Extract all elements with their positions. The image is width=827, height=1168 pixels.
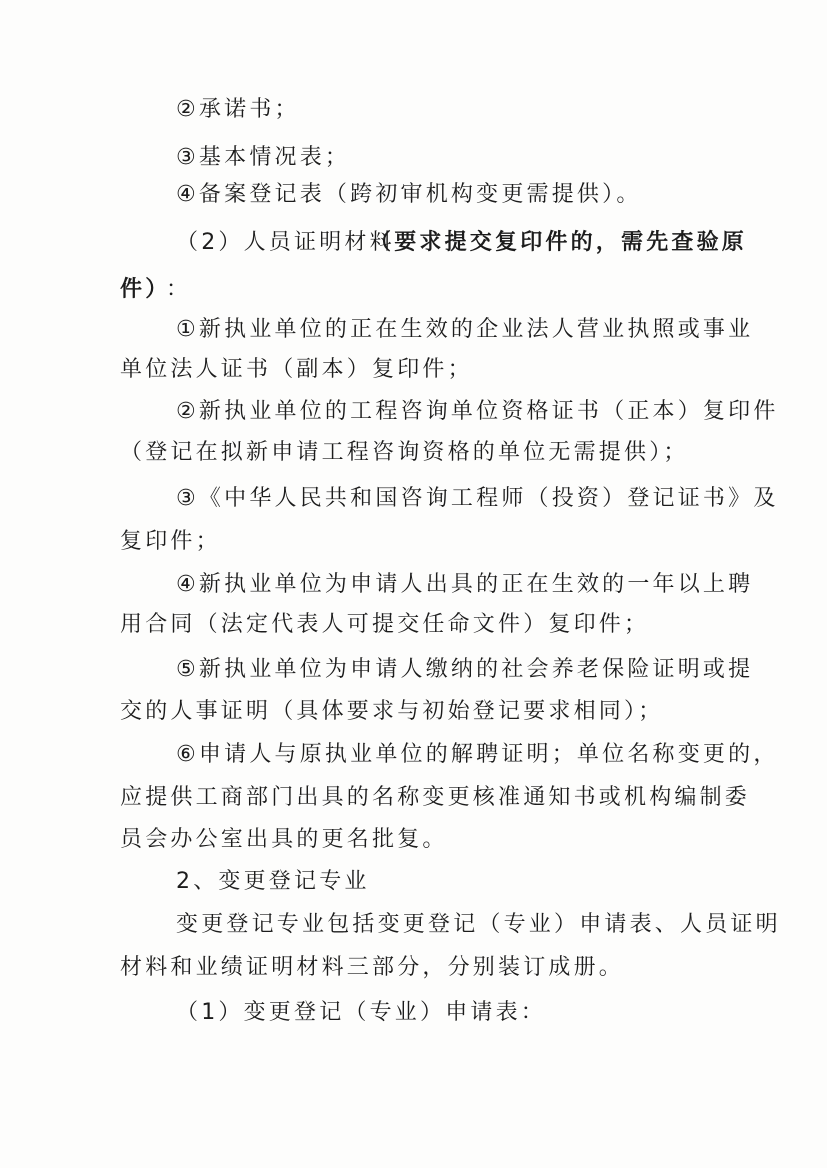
section-heading-colon: ： [166, 277, 192, 302]
section-heading-note-bold-continued: 件） [120, 277, 171, 302]
paragraph-termination-certificate-continued-2: 员会办公室出具的更名批复。 [120, 827, 448, 852]
section-heading-personnel-materials: （2）人员证明材料 [176, 230, 395, 255]
list-item-basic-info-form: ③基本情况表； [176, 145, 351, 170]
list-item-commitment-letter: ②承诺书； [176, 97, 300, 122]
paragraph-pension-insurance: ⑤新执业单位为申请人缴纳的社会养老保险证明或提 [176, 657, 754, 682]
paragraph-business-license-continued: 单位法人证书（副本）复印件； [120, 357, 473, 382]
section-heading-change-specialty: 2、变更登记专业 [176, 869, 370, 894]
paragraph-termination-certificate-continued-1: 应提供工商部门出具的名称变更核准通知书或机构编制委 [120, 785, 751, 810]
paragraph-qualification-certificate-continued: （登记在拟新申请工程咨询资格的单位无需提供）； [120, 440, 689, 465]
list-item-filing-registration-form: ④备案登记表（跨初审机构变更需提供）。 [176, 182, 642, 207]
paragraph-change-specialty-continued: 材料和业绩证明材料三部分，分别装订成册。 [120, 955, 625, 980]
paragraph-employment-contract: ④新执业单位为申请人出具的正在生效的一年以上聘 [176, 572, 754, 597]
paragraph-registration-certificate: ③《中华人民共和国咨询工程师（投资）登记证书》及 [176, 486, 779, 511]
section-heading-application-form: （1）变更登记（专业）申请表： [176, 1000, 546, 1025]
paragraph-pension-insurance-continued: 交的人事证明（具体要求与初始登记要求相同）； [120, 699, 664, 724]
paragraph-business-license: ①新执业单位的正在生效的企业法人营业执照或事业 [176, 317, 754, 342]
paragraph-registration-certificate-continued: 复印件； [120, 529, 221, 554]
paragraph-change-specialty: 变更登记专业包括变更登记（专业）申请表、人员证明 [176, 912, 781, 937]
paragraph-qualification-certificate: ②新执业单位的工程咨询单位资格证书（正本）复印件 [176, 399, 779, 424]
paragraph-employment-contract-continued: 用合同（法定代表人可提交任命文件）复印件； [120, 612, 650, 637]
section-heading-note-bold: （要求提交复印件的，需先查验原 [369, 230, 748, 255]
paragraph-termination-certificate: ⑥申请人与原执业单位的解聘证明；单位名称变更的， [176, 742, 779, 767]
